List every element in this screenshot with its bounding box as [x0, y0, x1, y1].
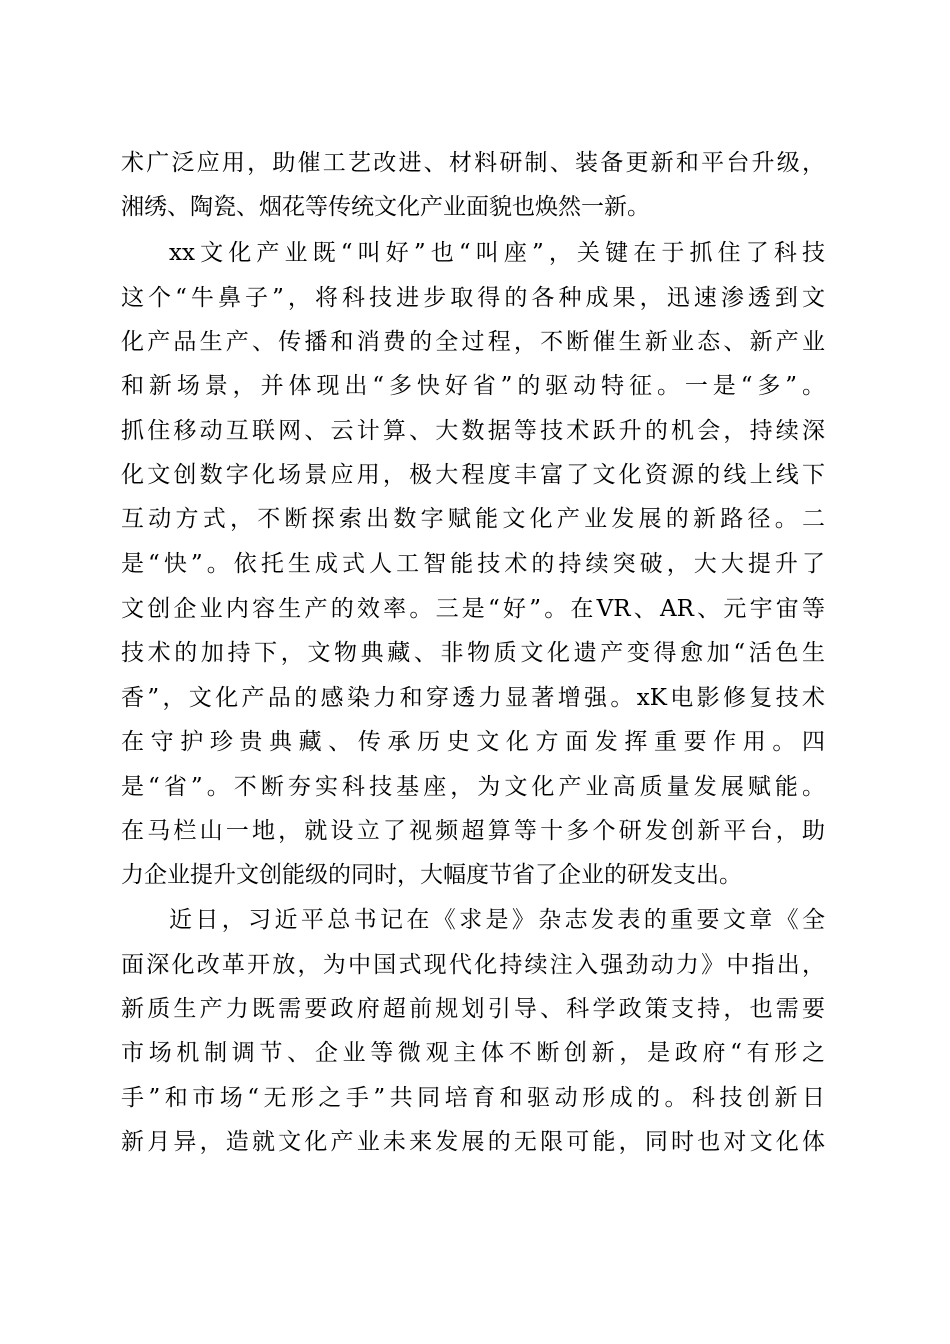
text-line: 化产品生产、传播和消费的全过程，不断催生新业态、新产业	[121, 329, 825, 355]
text-line: 手”和市场“无形之手”共同培育和驱动形成的。科技创新日	[121, 1085, 825, 1111]
text-line: 力企业提升文创能级的同时，大幅度节省了企业的研发支出。	[121, 862, 742, 888]
text-line: 抓住移动互联网、云计算、大数据等技术跃升的机会，持续深	[121, 418, 825, 444]
text-line: 在守护珍贵典藏、传承历史文化方面发挥重要作用。四	[121, 729, 825, 755]
text-line: 文创企业内容生产的效率。三是“好”。在VR、AR、元宇宙等	[121, 596, 825, 622]
text-line: 技术的加持下，文物典藏、非物质文化遗产变得愈加“活色生	[121, 640, 825, 666]
text-line: 术广泛应用，助催工艺改进、材料研制、装备更新和平台升级，	[121, 150, 825, 176]
text-line: 是“省”。不断夯实科技基座，为文化产业高质量发展赋能。	[121, 774, 825, 800]
text-line: 这个“牛鼻子”，将科技进步取得的各种成果，迅速渗透到文	[121, 285, 825, 311]
paragraph-start-line: xx文化产业既“叫好”也“叫座”，关键在于抓住了科技	[169, 240, 825, 266]
text-line: 和新场景，并体现出“多快好省”的驱动特征。一是“多”。	[121, 373, 825, 399]
text-line: 面深化改革开放，为中国式现代化持续注入强劲动力》中指出，	[121, 952, 825, 978]
text-line: 是“快”。依托生成式人工智能技术的持续突破，大大提升了	[121, 551, 825, 577]
paragraph-start-line: 近日，习近平总书记在《求是》杂志发表的重要文章《全	[169, 907, 825, 933]
text-line: 湘绣、陶瓷、烟花等传统文化产业面貌也焕然一新。	[121, 194, 650, 220]
text-line: 互动方式，不断探索出数字赋能文化产业发展的新路径。二	[121, 506, 825, 532]
text-line: 新质生产力既需要政府超前规划引导、科学政策支持，也需要	[121, 996, 825, 1022]
text-line: 在马栏山一地，就设立了视频超算等十多个研发创新平台，助	[121, 818, 825, 844]
text-line: 化文创数字化场景应用，极大程度丰富了文化资源的线上线下	[121, 462, 825, 488]
text-line: 香”，文化产品的感染力和穿透力显著增强。xK电影修复技术	[121, 685, 825, 711]
text-line: 市场机制调节、企业等微观主体不断创新，是政府“有形之	[121, 1040, 825, 1066]
text-line: 新月异，造就文化产业未来发展的无限可能，同时也对文化体	[121, 1129, 825, 1155]
